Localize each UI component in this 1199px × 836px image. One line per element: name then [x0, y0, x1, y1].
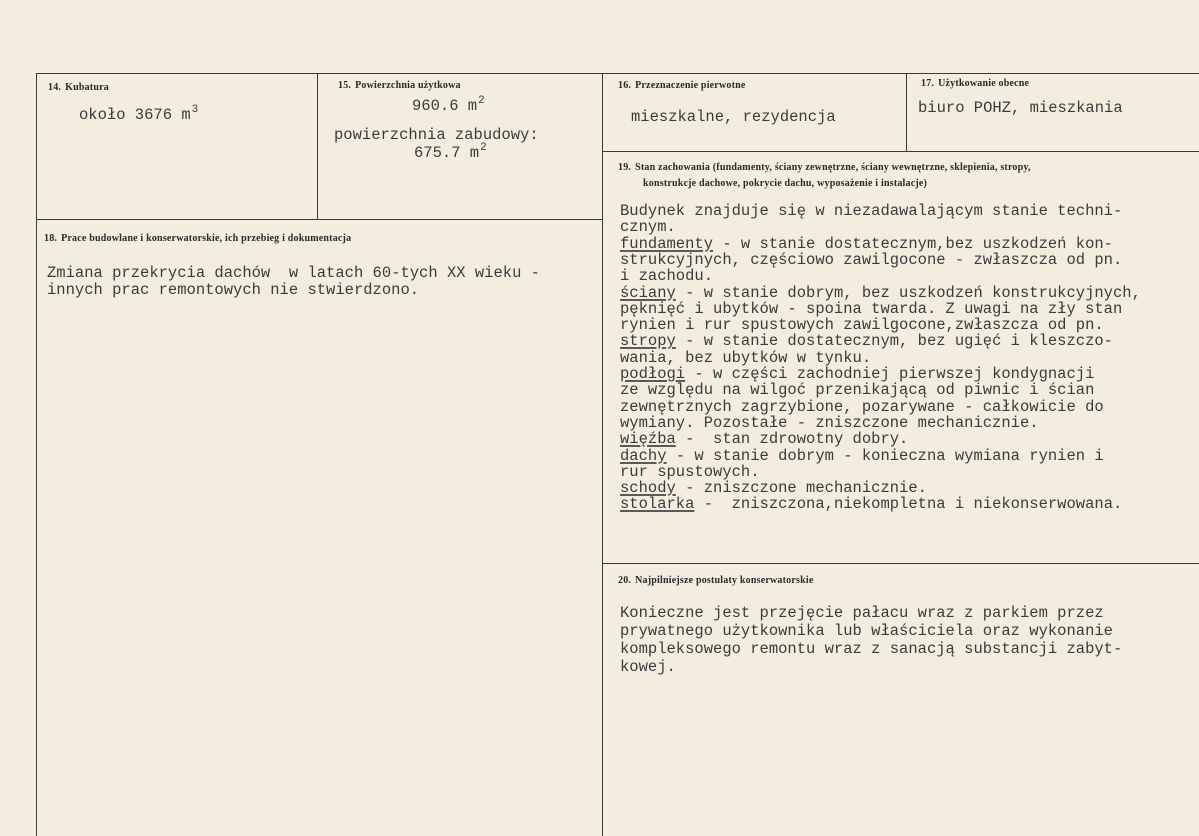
condition-line-text: - zniszczone mechanicznie. [675, 479, 927, 498]
field-16-label [618, 80, 746, 91]
condition-line-text: zewnętrznych zagrzybione, pozarywane - całkowicie do [620, 397, 1104, 416]
main-divider [602, 73, 603, 836]
rule-under-17 [602, 151, 1199, 152]
volume-text: około 3676 m [79, 106, 191, 124]
condition-line [620, 413, 1039, 432]
field-20-number: 20. [618, 575, 632, 586]
condition-element-heading: więźba [620, 430, 676, 449]
works-line-2: innych prac remontowych nie stwierdzono. [47, 281, 420, 299]
condition-line-text: - stan zdrowotny dobry. [675, 430, 909, 449]
condition-element-heading: stolarka [620, 495, 695, 514]
postulate-line-2: prywatnego użytkownika lub właściciela oraz wykonanie [620, 622, 1113, 640]
condition-line-text: strukcyjnych, częściowo zawilgocone - zwłaszcza od pn. [620, 250, 1123, 269]
volume-exponent: 3 [191, 104, 199, 116]
condition-line [620, 220, 676, 236]
condition-line [620, 462, 760, 481]
field-14-number: 14. [48, 82, 62, 93]
field-14-label [48, 82, 109, 93]
condition-element-heading: fundamenty [620, 234, 714, 253]
condition-line [620, 299, 1123, 318]
top-rule [36, 73, 1199, 74]
current-use-value: biuro POHZ, mieszkania [918, 99, 1123, 117]
condition-line [620, 269, 713, 285]
field-17-title: Użytkowanie obecne [938, 78, 1030, 89]
postulate-line-3: kompleksowego remontu wraz z sanacją substancji zabyt- [620, 640, 1123, 658]
field-20-label [618, 575, 813, 586]
field-17-number: 17. [921, 78, 935, 89]
works-line-1: Zmiana przekrycia dachów w latach 60-tych XX wieku - [47, 264, 540, 282]
condition-line-text: - w części zachodniej pierwszej kondygnacji [685, 365, 1095, 383]
condition-line-text: - w stanie dobrym, bez uszkodzeń konstrukcyjnych, [675, 283, 1141, 302]
built-area-label: powierzchnia zabudowy: [334, 126, 539, 144]
field-14-title: Kubatura [65, 82, 109, 93]
left-border [36, 73, 37, 836]
condition-line [620, 446, 1104, 465]
postulate-line-4: kowej. [620, 658, 676, 676]
field-18-number: 18. [44, 233, 58, 244]
usable-area-text: 960.6 m [412, 97, 478, 115]
field-17-label [921, 78, 1029, 89]
field-16-title: Przeznaczenie pierwotne [635, 80, 746, 91]
field-20-title: Najpilniejsze postulaty konserwatorskie [635, 575, 814, 586]
divider-16-17 [906, 73, 907, 151]
condition-element-heading: stropy [620, 332, 676, 351]
field-19-title-line-2: konstrukcje dachowe, pokrycie dachu, wyposażenie i instalacje) [643, 178, 928, 189]
rule-under-15 [36, 219, 602, 220]
built-area-exponent: 2 [480, 142, 487, 154]
field-16-number: 16. [618, 80, 632, 91]
condition-line-text: wymiany. Pozostałe - zniszczone mechanicznie. [620, 413, 1039, 432]
condition-line [620, 481, 927, 497]
field-19-title-line-1: Stan zachowania (fundamenty, ściany zewnętrzne, ściany wewnętrzne, sklepienia, stropy, [635, 162, 1031, 173]
condition-line [620, 383, 1094, 399]
condition-line-text: cznym. [620, 218, 676, 237]
usable-area-value [412, 95, 485, 117]
usable-area-exponent: 2 [478, 95, 485, 107]
condition-element-heading: podłogi [620, 365, 686, 383]
condition-line-text: rynien i rur spustowych zawilgocone,zwłaszcza od pn. [620, 316, 1104, 335]
divider-14-15 [317, 73, 318, 219]
condition-line [620, 397, 1104, 416]
condition-line-text: - w stanie dostatecznym, bez ugięć i kleszczo- [675, 332, 1113, 351]
rule-under-19 [602, 563, 1199, 564]
field-15-title: Powierzchnia użytkowa [355, 80, 461, 91]
condition-line [620, 348, 872, 367]
condition-line-text: - w stanie dostatecznym,bez uszkodzeń kon- [713, 234, 1113, 253]
condition-line [620, 497, 1122, 513]
field-14-value [79, 104, 199, 126]
field-19-number: 19. [618, 162, 632, 173]
condition-line-text: rur spustowych. [620, 462, 760, 481]
condition-line-text: wania, bez ubytków w tynku. [620, 348, 872, 367]
condition-element-heading: ściany [620, 283, 676, 302]
condition-line-text: - zniszczona,niekompletna i niekonserwowana. [694, 495, 1123, 514]
condition-element-heading: dachy [620, 446, 667, 465]
condition-line [620, 318, 1104, 334]
condition-line [620, 204, 1122, 220]
condition-line-text: i zachodu. [620, 267, 714, 286]
condition-line-text: Budynek znajduje się w niezadawalającym stanie techni- [620, 202, 1123, 220]
field-15-label [338, 80, 461, 91]
field-18-label [44, 233, 351, 244]
condition-line-text: ze względu na wilgoć przenikającą od piwnic i ścian [620, 381, 1095, 400]
condition-line [620, 234, 1113, 253]
condition-line [620, 283, 1141, 302]
field-19-label [618, 160, 1178, 192]
field-18-title: Prace budowlane i konserwatorskie, ich przebieg i dokumentacja [61, 233, 352, 244]
condition-line [620, 334, 1113, 350]
field-15-number: 15. [338, 80, 352, 91]
condition-line [620, 250, 1123, 269]
condition-line [620, 432, 908, 448]
built-area-text: 675.7 m [414, 144, 480, 162]
built-area-value [414, 142, 487, 164]
condition-line-text: - w stanie dobrym - konieczna wymiana rynien i [666, 446, 1104, 465]
original-use-value: mieszkalne, rezydencja [631, 108, 836, 126]
condition-line [620, 367, 1094, 383]
condition-line-text: pęknięć i ubytków - spoina twarda. Z uwagi na zły stan [620, 299, 1123, 318]
condition-element-heading: schody [620, 479, 676, 498]
postulate-line-1: Konieczne jest przejęcie pałacu wraz z parkiem przez [620, 604, 1104, 622]
